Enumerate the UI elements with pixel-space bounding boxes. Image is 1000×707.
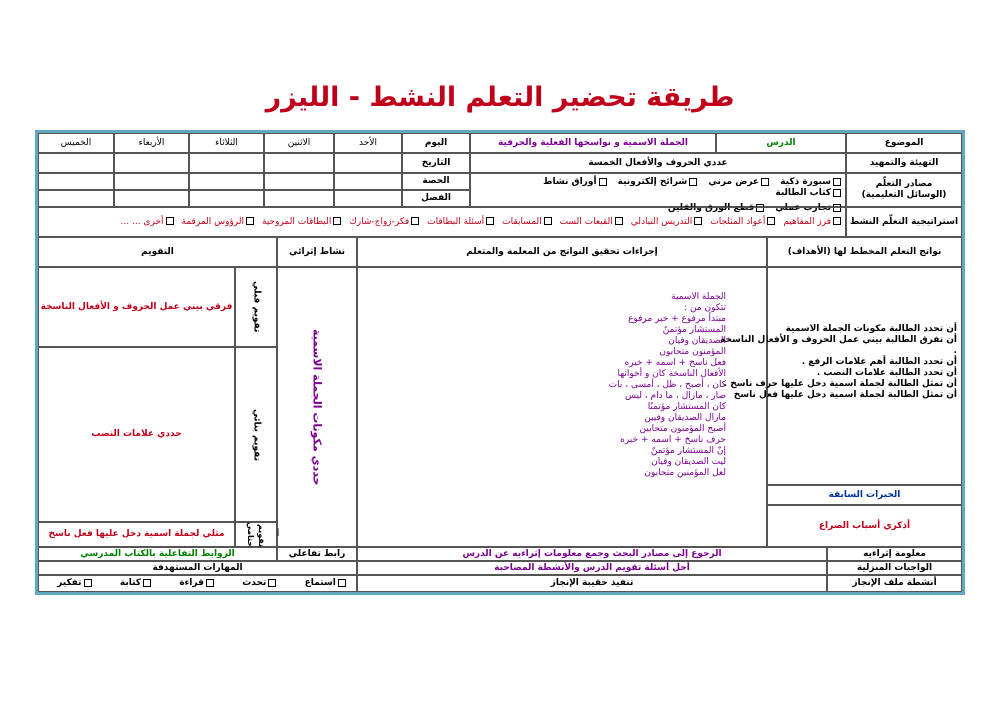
portfolio-value: تنفيذ حقيبة الإنجاز	[357, 575, 827, 592]
strategy-option[interactable]: أسئلة البطاقات	[427, 217, 494, 228]
resources-label	[846, 173, 962, 207]
resources-label-line1: مصادر التعلّم	[875, 179, 933, 189]
checkbox-icon	[166, 217, 174, 225]
portfolio-label: أنشطة ملف الإنجاز	[827, 575, 962, 592]
resources-options	[470, 173, 846, 213]
procedures-list: الجملة الاسمية تتكون من : مبتدأ مرفوع + خبر مرفوع المستشار مؤتمنٌ الصديقان وفيان المؤمنون متحابون فعل ناسخ + اسمه + خبره الأفعال الناسخة كان و أخواتها كان ، أصبح ، ظل ، أمسى ، بات صار ، مازال ، ما دام ، ليس كان المستشار مؤتمنًا مازال الصديقان وفيين أصبح المؤمنون متحابين حرف ناسخ + اسمه + خبره إنّ المستشار مؤتمنٌ ليت الصديقان وفيان لعل المؤمنين متحابون	[357, 267, 767, 547]
date-label: التاريخ	[402, 153, 470, 173]
class-cell	[334, 190, 402, 207]
date-cell	[114, 153, 189, 173]
period-cell	[189, 173, 264, 190]
checkbox-icon	[206, 579, 214, 587]
lesson-label: الدرس	[716, 133, 846, 153]
warmup-value: عددي الحروف والأفعال الخمسة	[470, 153, 846, 173]
formative-assessment-text: حددي علامات النصب	[38, 347, 235, 522]
lesson-title: الجملة الاسمية و نواسخها الفعلية والحرفية	[470, 133, 716, 153]
pre-assessment-label: تقويم قبلي	[235, 267, 277, 347]
period-cell	[38, 173, 114, 190]
homework-value: أحل أسئلة تقويم الدرس والأنشطة المصاحبة	[357, 561, 827, 575]
enrichment-header: نشاط إثرائي	[277, 237, 357, 267]
day-tuesday: الثلاثاء	[189, 133, 264, 153]
day-thursday: الخميس	[38, 133, 114, 153]
resource-option[interactable]: شرائح إلكترونية	[618, 177, 698, 188]
date-cell	[334, 153, 402, 173]
resources-label-line2: (الوسائل التعليمية)	[861, 190, 947, 200]
strategy-option[interactable]: فكر-زواج-شارك	[349, 217, 419, 228]
period-cell	[114, 173, 189, 190]
objectives-header: نواتج التعلم المخطط لها (الأهداف)	[767, 237, 962, 267]
checkbox-icon	[486, 217, 494, 225]
class-cell	[189, 190, 264, 207]
objectives-list: أن تحدد الطالبة مكونات الجملة الاسمية أن تفرق الطالبة بيني عمل الحروف و الأفعال الناسخة . أن تحدد الطالبة أهم علامات الرفع . أن تحدد الطالبة علامات النصب . أن تمثل الطالبة لجملة اسمية دخل عليها حرف ناسخ . أن تمثل الطالبة لجملة اسمية دخل عليها فعل ناسخ	[767, 267, 962, 485]
procedures-header: إجراءات تحقيق النواتج من المعلمة والمتعلم	[357, 237, 767, 267]
strategy-options	[38, 207, 846, 237]
skill-option[interactable]: كتابة	[120, 578, 151, 589]
checkbox-icon	[694, 217, 702, 225]
warmup-label: التهيئة والتمهيد	[846, 153, 962, 173]
formative-assessment-label: تقويم بنائي	[235, 347, 277, 522]
skill-option[interactable]: تفكير	[57, 578, 91, 589]
enrichment-info-label: معلومة إثراءيه	[827, 547, 962, 561]
checkbox-icon	[833, 178, 841, 186]
strategy-option[interactable]: البطاقات المروحية	[262, 217, 341, 228]
class-label: الفصل	[402, 190, 470, 207]
final-assessment-label: تقويم ختامي	[235, 522, 277, 547]
class-cell	[114, 190, 189, 207]
strategy-option[interactable]: الرؤوس المرقمة	[182, 217, 255, 228]
pre-assessment-text: فرقي بيني عمل الحروف و الأفعال الناسخة	[38, 267, 235, 347]
class-cell	[38, 190, 114, 207]
page-title: طريقة تحضير التعلم النشط - الليزر	[265, 82, 735, 113]
resource-option[interactable]: تجارب عملي	[775, 203, 841, 214]
interactive-link-value[interactable]: الروابط التفاعلية بالكتاب المدرسي	[38, 547, 277, 561]
strategy-label: استراتيجية التعلّم النشط	[846, 207, 962, 237]
resource-option[interactable]: قطع الورق والقلين	[668, 203, 764, 214]
checkbox-icon	[84, 579, 92, 587]
class-cell	[264, 190, 334, 207]
checkbox-icon	[411, 217, 419, 225]
strategy-option[interactable]: أعواد المثلجات	[710, 217, 775, 228]
period-label: الحصة	[402, 173, 470, 190]
checkbox-icon	[767, 217, 775, 225]
checkbox-icon	[761, 178, 769, 186]
resource-option[interactable]: أوراق نشاط	[543, 177, 606, 188]
checkbox-icon	[268, 579, 276, 587]
skill-option[interactable]: تحدث	[242, 578, 276, 589]
day-monday: الاثنين	[264, 133, 334, 153]
lesson-plan-table	[35, 130, 965, 595]
checkbox-icon	[833, 217, 841, 225]
period-cell	[264, 173, 334, 190]
prior-knowledge-value: أذكري أسباب الصراع	[767, 505, 962, 547]
enrichment-activity: حددي مكونات الجملة الاسمية	[277, 267, 357, 547]
enrichment-info-value: الرجوع إلى مصادر البحث وجمع معلومات إثراءيه عن الدرس	[357, 547, 827, 561]
skill-option[interactable]: استماع	[305, 578, 346, 589]
subject-label: الموضوع	[846, 133, 962, 153]
skill-option[interactable]: قراءة	[179, 578, 214, 589]
strategy-option[interactable]: أخرى ... ...	[121, 217, 174, 228]
checkbox-icon	[333, 217, 341, 225]
target-skills-label: المهارات المستهدفة	[38, 561, 357, 575]
date-cell	[264, 153, 334, 173]
homework-label: الواجبات المنزلية	[827, 561, 962, 575]
stray-mark: أ	[277, 529, 280, 538]
checkbox-icon	[599, 178, 607, 186]
final-assessment-text: مثلي لجملة اسمية دخل عليها فعل ناسخ	[38, 522, 235, 547]
checkbox-icon	[246, 217, 254, 225]
resource-option[interactable]: كتاب الطالبة	[775, 188, 841, 199]
checkbox-icon	[338, 579, 346, 587]
date-cell	[38, 153, 114, 173]
interactive-link-label: رابط تفاعلي	[277, 547, 357, 561]
strategy-option[interactable]: فرز المفاهيم	[783, 217, 841, 228]
evaluation-header: التقويم	[38, 237, 277, 267]
checkbox-icon	[544, 217, 552, 225]
checkbox-icon	[615, 217, 623, 225]
day-wednesday: الأربعاء	[114, 133, 189, 153]
date-cell	[189, 153, 264, 173]
checkbox-icon	[689, 178, 697, 186]
resource-option[interactable]: عرض مرني	[708, 177, 769, 188]
period-cell	[334, 173, 402, 190]
strategy-option[interactable]: التدريس التبادلي	[631, 217, 703, 228]
prior-knowledge-label: الخبرات السابقة	[767, 485, 962, 505]
checkbox-icon	[143, 579, 151, 587]
skills-options	[38, 575, 357, 592]
checkbox-icon	[833, 189, 841, 197]
strategy-option[interactable]: القبعات الست	[560, 217, 623, 228]
strategy-option[interactable]: المسابقات	[502, 217, 552, 228]
day-label: اليوم	[402, 133, 470, 153]
day-sunday: الأحد	[334, 133, 402, 153]
resource-option[interactable]: سبورة ذكية	[780, 177, 841, 188]
